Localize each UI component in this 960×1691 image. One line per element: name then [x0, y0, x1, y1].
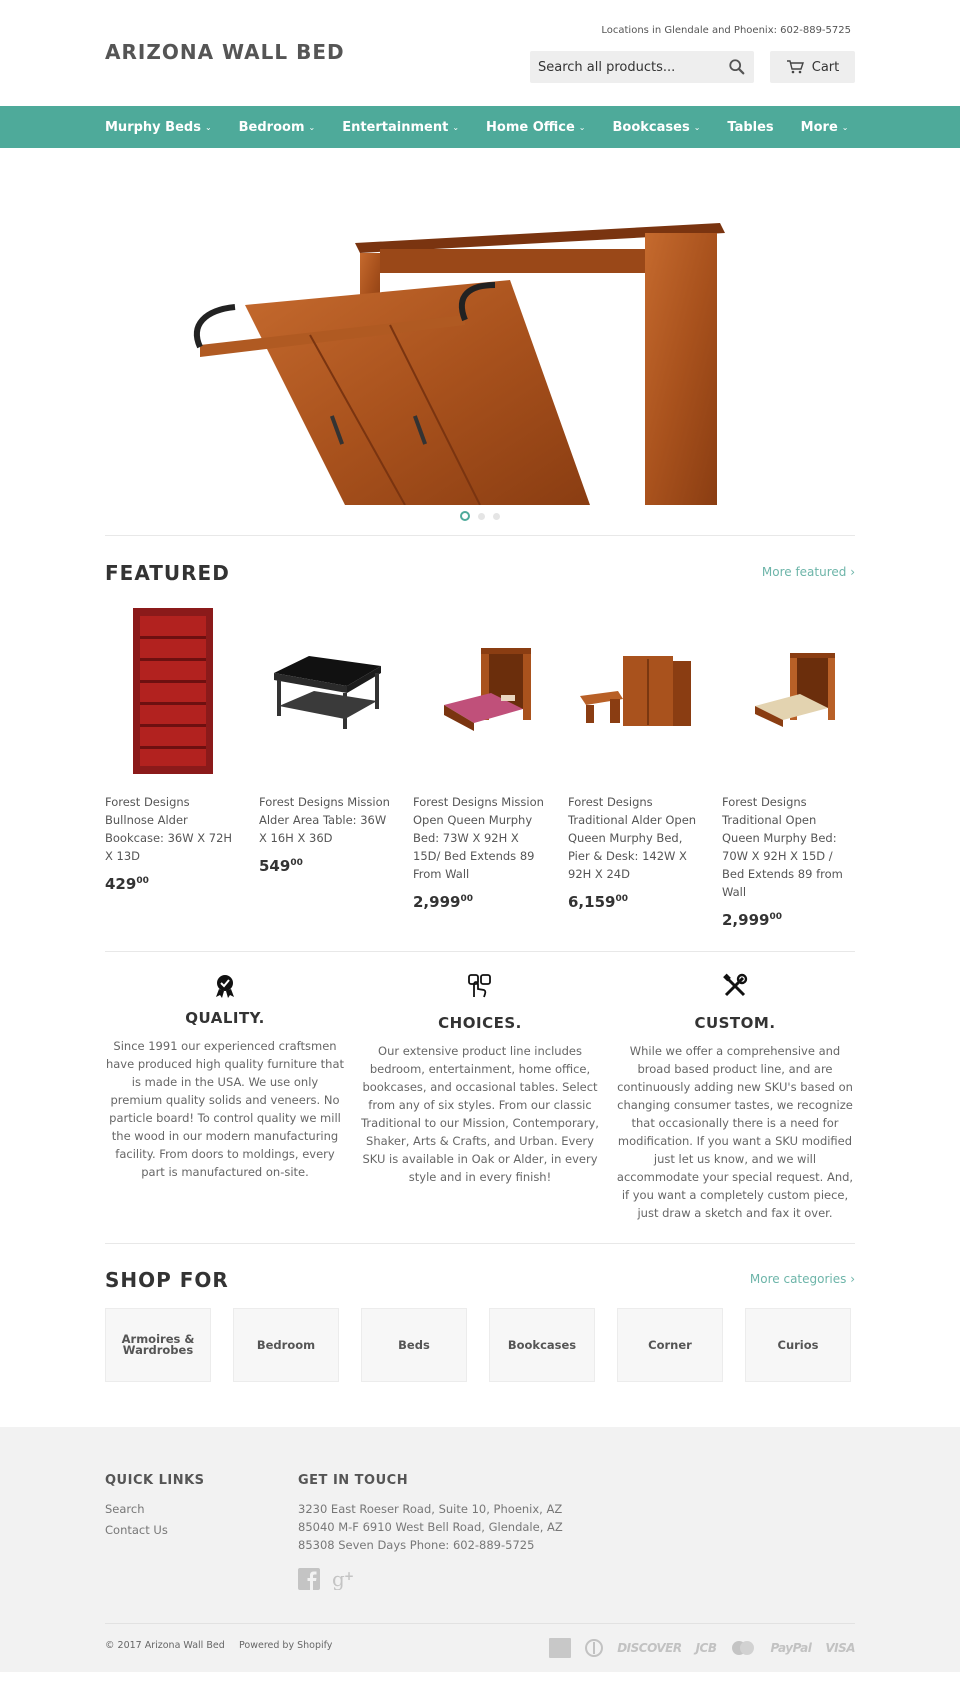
footer-divider: [105, 1623, 855, 1624]
more-featured-link[interactable]: More featured ›: [761, 565, 855, 579]
search-input[interactable]: [538, 60, 718, 75]
murphy-bed-desk-image: [578, 651, 693, 731]
divider: [105, 535, 855, 536]
carousel-dot[interactable]: [460, 511, 470, 521]
product-name[interactable]: Forest Designs Traditional Alder Open Queen Murphy Bed, Pier & Desk: 142W X 92H X 24D: [568, 795, 697, 881]
nav-item-label: Bedroom: [238, 119, 305, 135]
nav-item-label: Murphy Beds: [105, 119, 201, 135]
mastercard-icon: [730, 1640, 756, 1656]
cart-icon: [786, 60, 804, 74]
product-image[interactable]: [413, 603, 548, 778]
nav-item-tables[interactable]: [727, 120, 773, 135]
category-bookcases[interactable]: Bookcases: [489, 1308, 595, 1382]
feature-text: Our extensive product line includes bedroom, entertainment, home office, bookcases, and occasional tables. Select from any of six styles. From our classic Traditional to our Mission, Contemporary, Shaker, Arts & Crafts, and Urban. Every SKU is available in Oak or Alder, in every style and in every finish!: [361, 1044, 599, 1184]
carousel-dot[interactable]: [478, 513, 485, 520]
footer-link-search[interactable]: Search: [105, 1502, 145, 1516]
product-card[interactable]: [413, 603, 548, 911]
amex-icon: [549, 1638, 571, 1658]
carousel-dot[interactable]: [493, 513, 500, 520]
get-in-touch-title: GET IN TOUCH: [298, 1473, 409, 1488]
hero-murphy-bed-image[interactable]: [160, 215, 780, 505]
nav-item-more[interactable]: [801, 120, 849, 135]
copyright[interactable]: © 2017 Arizona Wall Bed: [105, 1640, 225, 1651]
divider: [105, 951, 855, 952]
category-armoires[interactable]: Armoires & Wardrobes: [105, 1308, 211, 1382]
product-name[interactable]: Forest Designs Mission Open Queen Murphy Bed: 73W X 92H X 15D/ Bed Extends 89 From Wall: [413, 795, 544, 881]
nav-item-label: Entertainment: [342, 119, 449, 135]
feature-quality: [105, 973, 345, 1181]
svg-text:+: +: [344, 1569, 355, 1583]
nav-item-label: Tables: [727, 119, 774, 135]
locations-text: Locations in Glendale and Phoenix: 602-889-5725: [601, 25, 851, 36]
quick-links-title: QUICK LINKS: [105, 1473, 205, 1488]
tools-icon: [722, 973, 748, 999]
carousel-dots: [460, 511, 500, 521]
product-card[interactable]: [259, 603, 394, 875]
feature-title: CHOICES.: [438, 1014, 522, 1032]
social-links: [298, 1568, 356, 1590]
powered-by-shopify[interactable]: Powered by Shopify: [239, 1640, 333, 1651]
product-card[interactable]: [105, 603, 240, 893]
feature-text: Since 1991 our experienced craftsmen have produced high quality furniture that is made in the USA. We use only premium quality solids and veneers. No particle board! To control quality we mill the wood in our modern manufacturing facility. From doors to moldings, every part is manufactured on-site.: [105, 1039, 345, 1179]
product-image[interactable]: [105, 603, 240, 778]
discover-icon: DISCOVER: [617, 1641, 682, 1655]
product-price: 2,999$^{00}$: [413, 893, 473, 911]
product-card[interactable]: [568, 603, 703, 911]
feature-custom: [615, 973, 855, 1222]
svg-text:g: g: [332, 1568, 345, 1590]
visa-icon: VISA: [825, 1641, 855, 1655]
product-name[interactable]: Forest Designs Traditional Open Queen Murphy Bed: 70W X 92H X 15D / Bed Extends 89 from Wall: [722, 795, 843, 899]
chevron-down-icon: ⌄: [841, 122, 849, 132]
hand-pointer-icon: [467, 973, 493, 999]
cart-button[interactable]: [770, 51, 855, 83]
featured-title: FEATURED: [105, 561, 230, 585]
product-price: 6,159$^{00}$: [568, 893, 628, 911]
table-image: [269, 651, 384, 731]
feature-choices: [360, 973, 600, 1186]
nav-item-entertainment[interactable]: [342, 120, 459, 135]
product-image[interactable]: [568, 603, 703, 778]
nav-item-home-office[interactable]: [486, 120, 585, 135]
category-curios[interactable]: Curios: [745, 1308, 851, 1382]
murphy-bed-image: [735, 648, 845, 733]
category-corner[interactable]: Corner: [617, 1308, 723, 1382]
product-card[interactable]: [722, 603, 857, 929]
chevron-down-icon: ⌄: [308, 122, 316, 132]
product-image[interactable]: [259, 603, 394, 778]
nav-item-bedroom[interactable]: [239, 120, 316, 135]
footer-address: 3230 East Roeser Road, Suite 10, Phoenix, AZ 85040 M-F 6910 West Bell Road, Glendale, AZ 85308 Seven Days Phone: 602-889-5725: [298, 1502, 563, 1552]
google-plus-icon[interactable]: [332, 1568, 356, 1590]
nav-item-label: More: [800, 119, 838, 135]
nav-item-label: Bookcases: [612, 119, 690, 135]
feature-title: QUALITY.: [185, 1009, 265, 1027]
category-beds[interactable]: Beds: [361, 1308, 467, 1382]
product-price: $549^{00}$: [259, 857, 303, 875]
search-box[interactable]: [530, 51, 754, 83]
chevron-down-icon: ⌄: [452, 122, 460, 132]
diners-club-icon: [585, 1639, 603, 1657]
chevron-down-icon: ⌄: [204, 122, 212, 132]
category-bedroom[interactable]: Bedroom: [233, 1308, 339, 1382]
divider: [105, 1243, 855, 1244]
feature-title: CUSTOM.: [694, 1014, 776, 1032]
nav-item-murphy-beds[interactable]: [105, 120, 212, 135]
paypal-icon: PayPal: [770, 1641, 812, 1655]
product-price: 2,999$^{00}$: [722, 911, 782, 929]
shop-for-title: SHOP FOR: [105, 1268, 229, 1292]
award-ribbon-icon: [212, 973, 238, 999]
nav-item-bookcases[interactable]: [613, 120, 701, 135]
search-icon[interactable]: [728, 58, 746, 76]
chevron-down-icon: ⌄: [578, 122, 586, 132]
product-name[interactable]: Forest Designs Bullnose Alder Bookcase: 36W X 72H X 13D: [105, 795, 233, 863]
nav-item-label: Home Office: [486, 119, 575, 135]
chevron-down-icon: ⌄: [693, 122, 701, 132]
facebook-icon[interactable]: [298, 1568, 320, 1590]
product-price: $429^{00}$: [105, 875, 149, 893]
bookcase-image: [128, 606, 218, 776]
payment-icons: [549, 1638, 855, 1658]
more-categories-link[interactable]: More categories ›: [749, 1272, 855, 1286]
feature-text: While we offer a comprehensive and broad based product line, and are continuously adding new SKU's based on changing consumer tastes, we recognize that occasionally there is a need for modification. If you want a SKU modified just let us know, and we will accommodate your special request. And, if you want a completely custom piece, just draw a sketch and fax it over.: [616, 1044, 854, 1220]
cart-label: Cart: [811, 59, 840, 75]
product-image[interactable]: [722, 603, 857, 778]
murphy-bed-image: [426, 643, 536, 738]
jcb-icon: JCB: [695, 1641, 717, 1655]
footer-link-contact[interactable]: Contact Us: [105, 1523, 168, 1537]
site-logo[interactable]: ARIZONA WALL BED: [105, 40, 345, 64]
product-name[interactable]: Forest Designs Mission Alder Area Table: 36W X 16H X 36D: [259, 795, 390, 845]
main-nav: [0, 106, 960, 148]
